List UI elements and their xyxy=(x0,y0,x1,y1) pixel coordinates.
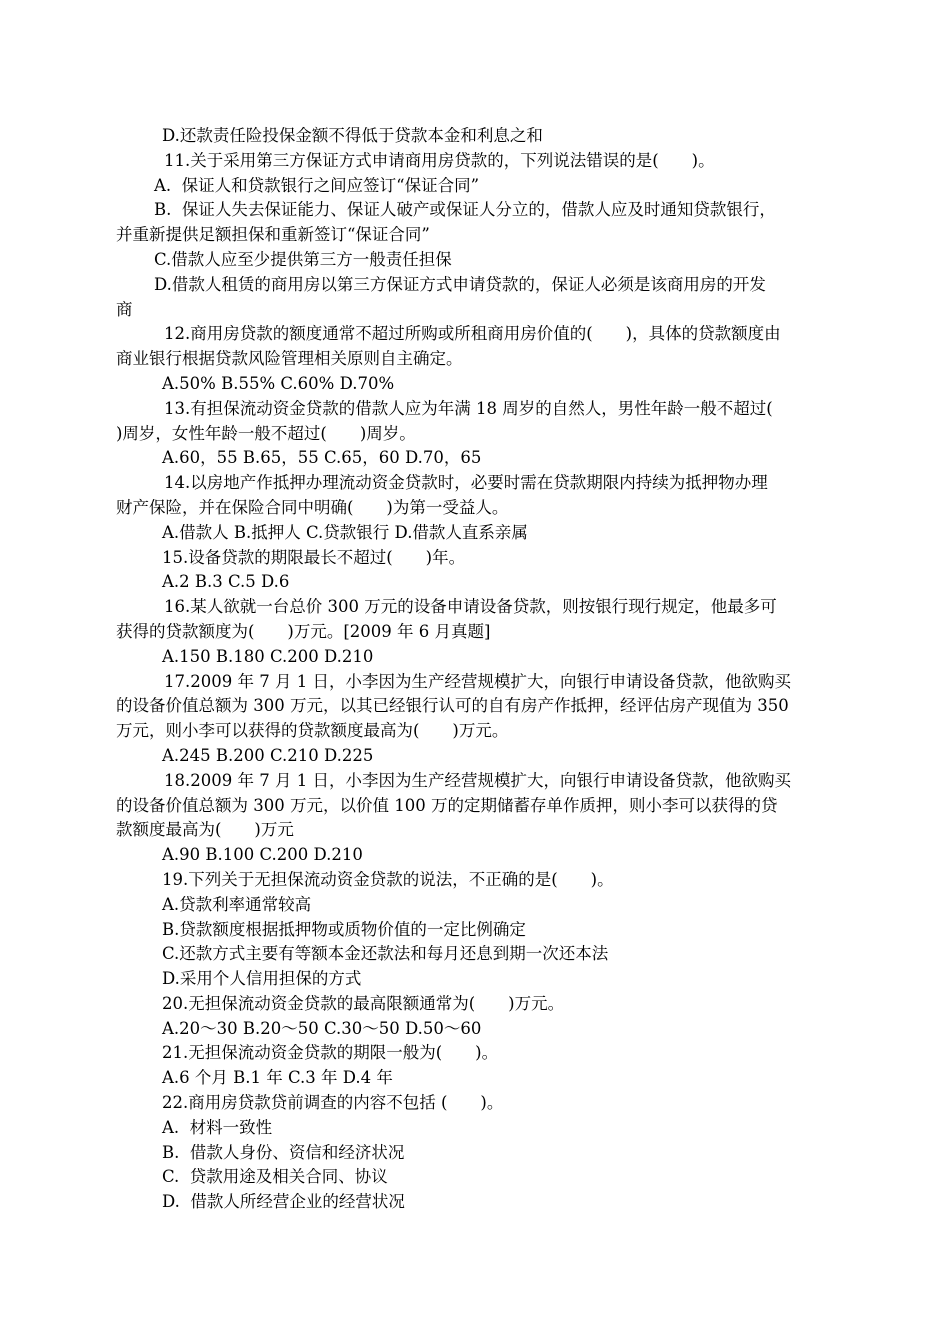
question-15-options: A.2 B.3 C.5 D.6 xyxy=(162,572,290,592)
question-14: 14.以房地产作抵押办理流动资金贷款时，必要时需在贷款期限内持续为抵押物办理 xyxy=(164,473,768,493)
question-17: 17.2009 年 7 月 1 日，小李因为生产经营规模扩大，向银行申请设备贷款，他欲购买 xyxy=(164,671,791,691)
question-12-options: A.50% B.55% C.60% D.70% xyxy=(162,373,395,393)
question-17-continued-2: 万元，则小李可以获得的贷款额度最高为( )万元。 xyxy=(116,721,509,741)
question-19-option-b: B.贷款额度根据抵押物或质物价值的一定比例确定 xyxy=(162,919,526,939)
question-22-option-c: C. 贷款用途及相关合同、协议 xyxy=(162,1167,388,1187)
question-22-option-b: B. 借款人身份、资信和经济状况 xyxy=(162,1142,405,1162)
question-16-continued: 获得的贷款额度为( )万元。[2009 年 6 月真题] xyxy=(116,621,491,641)
question-14-options: A.借款人 B.抵押人 C.贷款银行 D.借款人直系亲属 xyxy=(162,522,528,542)
question-19-option-c: C.还款方式主要有等额本金还款法和每月还息到期一次还本法 xyxy=(162,944,609,964)
option-d-line: D.还款责任险投保金额不得低于贷款本金和利息之和 xyxy=(162,126,543,145)
question-21-options: A.6 个月 B.1 年 C.3 年 D.4 年 xyxy=(162,1068,393,1088)
question-19: 19.下列关于无担保流动资金贷款的说法，不正确的是( )。 xyxy=(162,869,614,889)
question-22-option-a: A. 材料一致性 xyxy=(162,1117,273,1137)
option-a: A. 保证人和贷款银行之间应签订“保证合同” xyxy=(154,175,480,195)
option-b: B. 保证人失去保证能力、保证人破产或保证人分立的，借款人应及时通知贷款银行， xyxy=(154,200,776,220)
question-12: 12.商用房贷款的额度通常不超过所购或所租商用房价值的( )，具体的贷款额度由 xyxy=(164,324,781,344)
question-22: 22.商用房贷款贷前调查的内容不包括 ( )。 xyxy=(162,1093,504,1113)
question-18: 18.2009 年 7 月 1 日，小李因为生产经营规模扩大，向银行申请设备贷款，他欲购买 xyxy=(164,770,791,790)
question-22-option-d: D. 借款人所经营企业的经营状况 xyxy=(162,1192,405,1212)
question-13-continued: )周岁，女性年龄一般不超过( )周岁。 xyxy=(116,423,416,443)
question-18-continued: 的设备价值总额为 300 万元，以价值 100 万的定期储蓄存单作质押，则小李可以获得的贷 xyxy=(116,795,778,815)
question-11: 11.关于采用第三方保证方式申请商用房贷款的，下列说法错误的是( )。 xyxy=(164,150,715,170)
option-d: D.借款人租赁的商用房以第三方保证方式申请贷款的，保证人必须是该商用房的开发 xyxy=(154,274,766,294)
question-15: 15.设备贷款的期限最长不超过( )年。 xyxy=(162,547,466,567)
question-20: 20.无担保流动资金贷款的最高限额通常为( )万元。 xyxy=(162,993,565,1013)
option-d-continued: 商 xyxy=(116,299,133,319)
question-20-options: A.20～30 B.20～50 C.30～50 D.50～60 xyxy=(162,1018,482,1038)
question-14-continued: 财产保险，并在保险合同中明确( )为第一受益人。 xyxy=(116,497,509,517)
question-17-continued: 的设备价值总额为 300 万元，以其已经银行认可的自有房产作抵押，经评估房产现值为 350 xyxy=(116,696,789,716)
question-16-options: A.150 B.180 C.200 D.210 xyxy=(162,646,374,666)
question-19-option-d: D.采用个人信用担保的方式 xyxy=(162,969,362,989)
question-12-continued: 商业银行根据贷款风险管理相关原则自主确定。 xyxy=(116,349,463,369)
question-16: 16.某人欲就一台总价 300 万元的设备申请设备贷款，则按银行现行规定，他最多可 xyxy=(164,597,777,617)
option-c: C.借款人应至少提供第三方一般责任担保 xyxy=(154,249,452,269)
question-18-continued-2: 款额度最高为( )万元 xyxy=(116,820,294,840)
question-19-option-a: A.贷款利率通常较高 xyxy=(162,894,312,914)
question-21: 21.无担保流动资金贷款的期限一般为( )。 xyxy=(162,1043,499,1063)
option-b-continued: 并重新提供足额担保和重新签订“保证合同” xyxy=(116,225,430,245)
question-13-options: A.60，55 B.65，55 C.65，60 D.70，65 xyxy=(162,448,482,468)
document-page xyxy=(116,124,882,1215)
question-18-options: A.90 B.100 C.200 D.210 xyxy=(162,845,363,865)
question-17-options: A.245 B.200 C.210 D.225 xyxy=(162,745,374,765)
question-13: 13.有担保流动资金贷款的借款人应为年满 18 周岁的自然人，男性年龄一般不超过( xyxy=(164,398,773,418)
